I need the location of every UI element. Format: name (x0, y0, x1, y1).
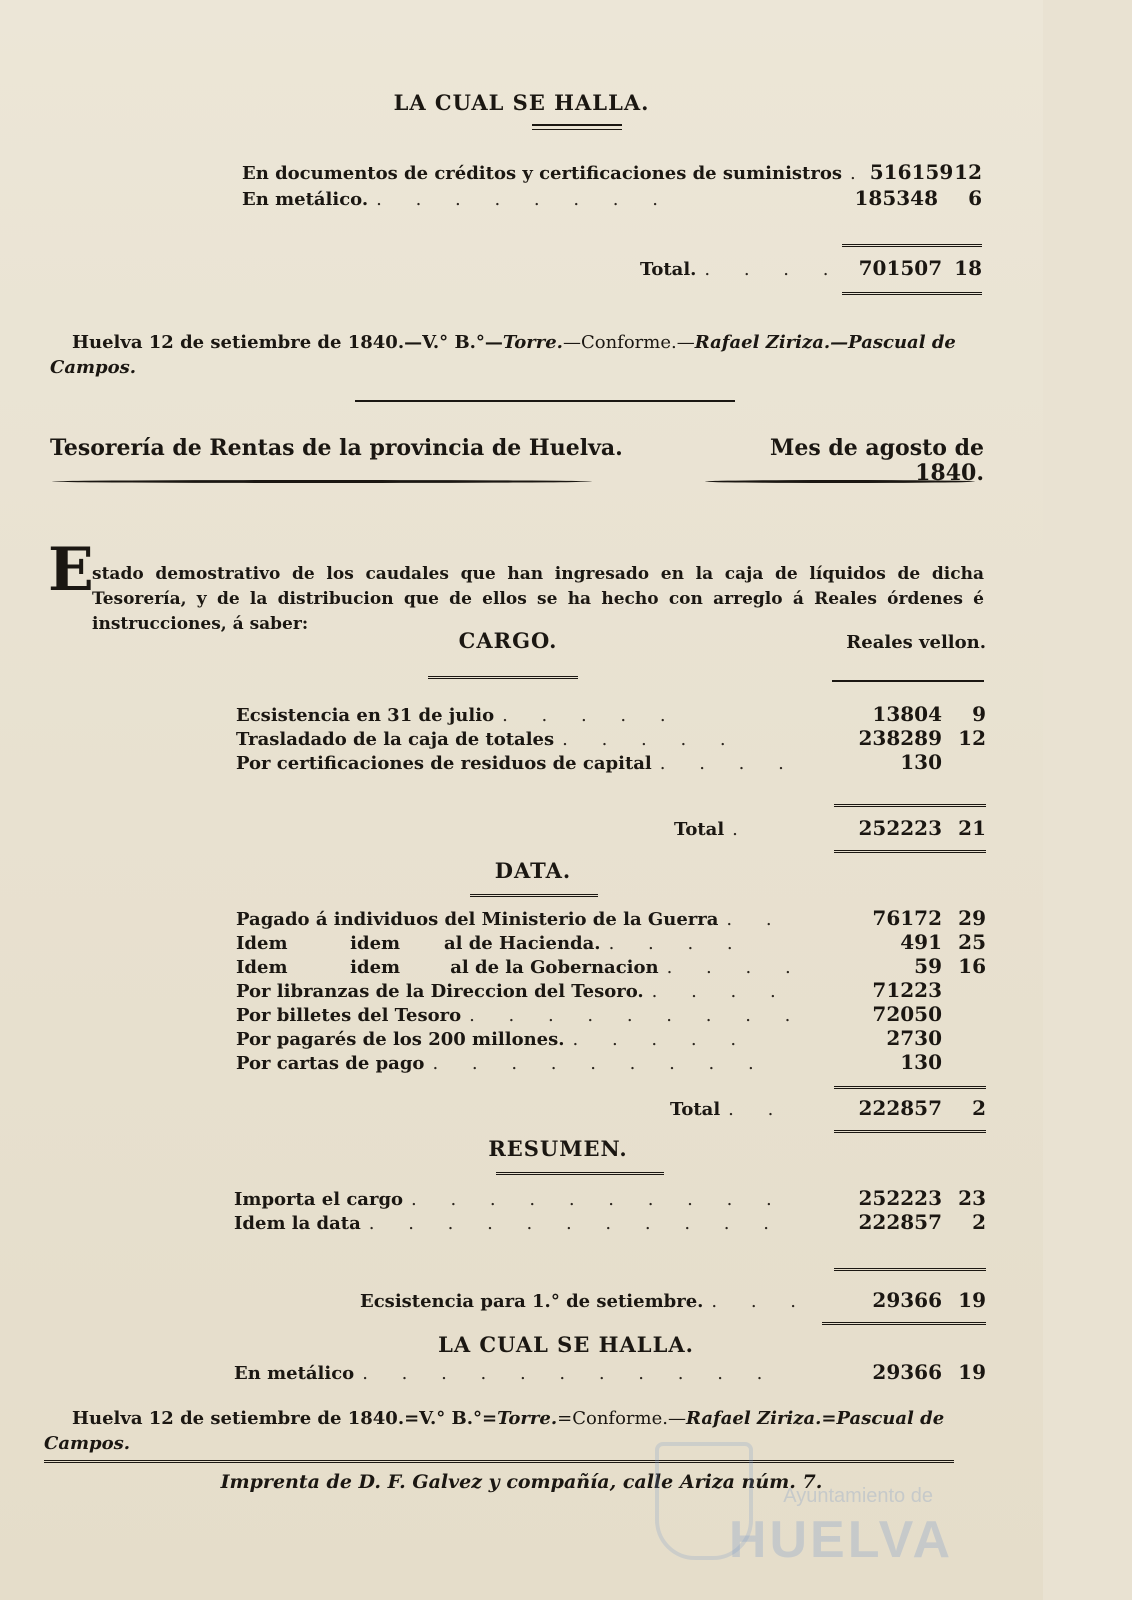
signature-date: Huelva 12 de setiembre de 1840.=V.° B.°= (72, 1408, 498, 1429)
row-value: 491 (900, 930, 942, 954)
ledger-row (236, 978, 986, 1002)
row-fraction: 12 (958, 726, 986, 750)
signature-line (44, 1406, 984, 1456)
total-rule (834, 1086, 986, 1092)
ledger-row (236, 750, 986, 774)
ledger-row (242, 186, 982, 210)
row-dots: . . (726, 909, 786, 930)
total-fraction: 2 (972, 1096, 986, 1120)
total-rule (842, 292, 982, 298)
watermark-subtitle: Ayuntamiento de (783, 1485, 933, 1507)
total-fraction: 21 (958, 816, 986, 840)
resumen-heading: RESUMEN. (488, 1136, 628, 1161)
row-fraction: 16 (958, 954, 986, 978)
row-label: Idem idem al de la Gobernacion (236, 957, 659, 978)
signature-torre: Torre. (497, 1408, 558, 1429)
units-rule (832, 680, 984, 682)
row-dots: . . . . . (572, 1029, 751, 1050)
row-dots: . . . . (651, 981, 790, 1002)
row-dots: . . . (711, 1291, 811, 1312)
row-label: Por cartas de pago (236, 1053, 425, 1074)
row-value: 130 (900, 1050, 942, 1074)
dropcap: E (48, 535, 94, 605)
row-dots: . . . . (608, 933, 747, 954)
row-dots: . . . . . . . . . (469, 1005, 805, 1026)
header-swash (705, 480, 975, 483)
section3-heading: LA CUAL SE HALLA. (438, 1332, 694, 1357)
row-label: Idem idem al de Hacienda. (236, 933, 601, 954)
ledger-row (236, 1026, 986, 1050)
heading-rule (428, 676, 578, 682)
intro-paragraph: stado demostrativo de los caudales que han ingresado en la caja de líquidos de dicha Tesorería, y de la distribucion que de ellos se ha hecho con arreglo á Reales órdenes é instrucciones, á saber: (92, 564, 984, 634)
cargo-heading: CARGO. (458, 628, 558, 653)
signature-names: Rafael Ziriza.—Pascual de Campos. (50, 332, 956, 378)
watermark-text: HUELVA (728, 1511, 953, 1569)
row-value: 252223 (858, 1186, 942, 1210)
total-value: 252223 (858, 816, 942, 840)
row-label: Idem la data (234, 1213, 361, 1234)
total-rule (834, 1268, 986, 1274)
row-dots: . . . . . (562, 729, 740, 750)
row-fraction: 25 (958, 930, 986, 954)
row-label: En metálico. (242, 189, 369, 210)
heading-rule (470, 894, 598, 900)
row-dots: . . . . (704, 259, 843, 280)
total-row (674, 816, 986, 840)
row-value: 59 (914, 954, 942, 978)
row-value: 76172 (872, 906, 942, 930)
signature-conforme: —Conforme.— (562, 332, 695, 353)
signature-line (50, 330, 984, 380)
row-dots: . . . . . . . . (376, 189, 672, 210)
row-dots: . . . . . (502, 705, 680, 726)
signature-torre: Torre. (502, 332, 563, 353)
footer-rule (44, 1460, 954, 1463)
row-dots: . . . . . . . . . . (411, 1189, 786, 1210)
row-dots: . (850, 163, 870, 184)
row-value: 130 (900, 750, 942, 774)
ledger-row (236, 906, 986, 930)
row-label: Ecsistencia en 31 de julio (236, 705, 495, 726)
section-divider (355, 400, 735, 402)
row-value: 13804 (872, 702, 942, 726)
row-dots: . . . . . . . . . . . (362, 1363, 777, 1384)
ledger-row (234, 1186, 986, 1210)
total-label: Ecsistencia para 1.° de setiembre. (360, 1291, 704, 1312)
row-label: Por pagarés de los 200 millones. (236, 1029, 565, 1050)
ledger-row (236, 954, 986, 978)
row-label: Pagado á individuos del Ministerio de la Guerra (236, 909, 719, 930)
total-value: 29366 (872, 1288, 942, 1312)
heading-rule (496, 1172, 664, 1178)
ledger-row (236, 1002, 986, 1026)
signature-date: Huelva 12 de setiembre de 1840.—V.° B.°— (72, 332, 503, 353)
header-swash (52, 480, 592, 483)
total-row (670, 1096, 986, 1120)
total-rule (834, 804, 986, 810)
row-label: En metálico (234, 1363, 355, 1384)
total-value: 701507 (858, 256, 943, 280)
total-label: Total (670, 1099, 721, 1120)
row-dots: . . . . (659, 753, 798, 774)
total-rule (842, 244, 982, 250)
signature-names: Rafael Ziriza.=Pascual de Campos. (44, 1408, 945, 1454)
row-fraction: 2 (972, 1210, 986, 1234)
total-label: Total (674, 819, 725, 840)
ledger-row (242, 160, 982, 184)
data-heading: DATA. (494, 858, 572, 883)
row-dots: . . . . . . . . . (432, 1053, 768, 1074)
total-value: 222857 (858, 1096, 942, 1120)
month-title: Mes de agosto de 1840. (769, 435, 984, 486)
row-fraction: 9 (972, 702, 986, 726)
office-title: Tesorería de Rentas de la provincia de Huelva. (50, 435, 623, 461)
row-fraction: 29 (958, 906, 986, 930)
row-label: En documentos de créditos y certificaciones de suministros (242, 163, 842, 184)
row-label: Importa el cargo (234, 1189, 404, 1210)
row-value: 222857 (858, 1210, 942, 1234)
imprint-line: Imprenta de D. F. Galvez y compañía, calle Ariza núm. 7. (220, 1471, 823, 1493)
row-value: 516159 (869, 160, 954, 184)
row-fraction: 6 (968, 186, 982, 210)
signature-conforme: =Conforme.— (557, 1408, 686, 1429)
units-label: Reales vellon. (846, 632, 986, 653)
ledger-row (234, 1360, 986, 1384)
ledger-row (236, 702, 986, 726)
row-dots: . . . . . . . . . . . (368, 1213, 783, 1234)
total-row (360, 1288, 986, 1312)
row-value: 72050 (872, 1002, 942, 1026)
ledger-row (234, 1210, 986, 1234)
row-value: 2730 (886, 1026, 942, 1050)
row-fraction: 23 (958, 1186, 986, 1210)
total-rule (822, 1322, 986, 1328)
row-dots: . . (728, 1099, 788, 1120)
ledger-row (236, 726, 986, 750)
row-value: 185348 (854, 186, 938, 210)
row-value: 29366 (872, 1360, 942, 1384)
row-fraction: 19 (958, 1360, 986, 1384)
section1-heading: LA CUAL SE HALLA. (393, 90, 650, 115)
ledger-row (236, 930, 986, 954)
total-fraction: 18 (954, 256, 982, 280)
row-value: 238289 (858, 726, 942, 750)
row-label: Por billetes del Tesoro (236, 1005, 462, 1026)
total-fraction: 19 (958, 1288, 986, 1312)
ornament-rule (532, 124, 622, 130)
row-dots: . (732, 819, 752, 840)
row-value: 71223 (872, 978, 942, 1002)
row-fraction: 12 (954, 160, 982, 184)
row-label: Por certificaciones de residuos de capital (236, 753, 652, 774)
total-row (640, 256, 982, 280)
row-dots: . . . . (666, 957, 805, 978)
row-label: Por libranzas de la Direccion del Tesoro. (236, 981, 644, 1002)
total-rule (834, 850, 986, 856)
total-label: Total. (640, 259, 697, 280)
ledger-row (236, 1050, 986, 1074)
row-label: Trasladado de la caja de totales (236, 729, 555, 750)
